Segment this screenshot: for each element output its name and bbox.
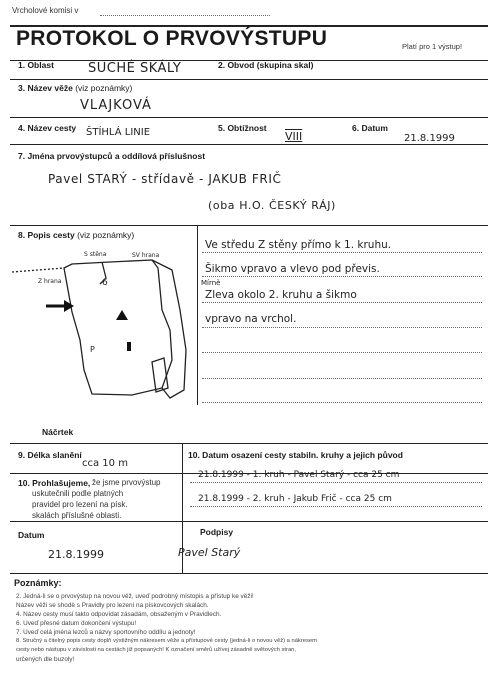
declaration-line-4: skalách příslušné oblasti.: [32, 511, 122, 520]
description-rule-2: [202, 276, 482, 277]
description-label: 8. Popis cesty (viz poznámky): [18, 230, 135, 240]
bolts-row-1-who: Pavel Starý: [293, 470, 345, 480]
note-line-7: cesty nebo nástupu v závislosti na cestách již popsaných! K označení směrů užívej zásadně světových stran,: [16, 647, 297, 653]
bolts-row-2: 21.8.1999 - 2. kruh - Jakub Frič - cca 25 cm: [198, 494, 392, 504]
ring-marker-icon: [127, 342, 131, 351]
district-label: 2. Obvod (skupina skal): [218, 60, 314, 70]
note-line-3: 4. Název cesty musí takto odpovídat zásadám, obsaženým v Pravidlech.: [16, 611, 222, 618]
declaration-line-1: že jsme prvovýstup: [92, 478, 161, 487]
footer-date-value: 21.8.1999: [48, 548, 104, 561]
climbers-line-2: (oba H.O. ČESKÝ RÁJ): [208, 199, 336, 212]
bolts-row-2-ring: 2. kruh: [252, 494, 285, 504]
bolts-rule-1: [190, 482, 482, 483]
description-insert-note: Mírně: [201, 279, 221, 287]
abseil-label: 9. Délka slanění: [18, 450, 82, 460]
description-rule-1: [202, 252, 482, 253]
note-line-4: 6. Uveď přesné datum dokončení výstupu!: [16, 620, 137, 627]
description-rule-7: [202, 402, 482, 403]
route-value: ŠTÍHLÁ LINIE: [86, 127, 151, 138]
climbers-label: 7. Jména prvovýstupců a oddílová příslušnost: [18, 151, 206, 161]
page-title: PROTOKOL O PRVOVÝSTUPU: [16, 27, 328, 50]
signature-label: Podpisy: [200, 527, 234, 537]
sketch-mark-six: 6: [102, 278, 108, 288]
difficulty-value: VIII: [285, 130, 303, 143]
note-line-1: 2. Jedná-li se o prvovýstup na novou věž, uveď podrobný místopis a přístup ke věži!: [16, 593, 254, 600]
declaration-label: 10. Prohlašujeme,: [18, 478, 91, 488]
abseil-value: cca 10 m: [82, 458, 128, 469]
note-line-5: 7. Uveď celá jména lezců a názvy sportovního oddílu a jednoty!: [16, 629, 196, 636]
bolts-row-2-date: 21.8.1999: [198, 494, 244, 504]
signature-value: Pavel Starý: [178, 546, 241, 559]
note-line-8: určených dle buzoly!: [16, 656, 75, 663]
date-label: 6. Datum: [352, 123, 388, 133]
committee-label: Vrcholové komisi v: [12, 6, 79, 15]
description-line-1: Ve středu Z stěny přímo k 1. kruhu.: [205, 239, 392, 251]
tower-value: VLAJKOVÁ: [80, 98, 152, 113]
row-footer-top: [10, 521, 488, 522]
bolts-row-1-len: cca 25 cm: [353, 470, 400, 480]
description-line-2: Šikmo vpravo a vlevo pod převis.: [205, 263, 380, 275]
description-line-4: vpravo na vrchol.: [205, 313, 297, 325]
route-label: 4. Název cesty: [18, 123, 77, 133]
summit-triangle-icon: [116, 310, 128, 320]
note-line-2: Název věži se shodě s Pravidly pro lezení na pískovcových skalách.: [16, 602, 209, 609]
sketch-mark-sv-edge: SV hrana: [132, 252, 160, 259]
climbers-line-1: Pavel STARÝ - střídavě - JAKUB FRIČ: [48, 172, 282, 186]
difficulty-label: 5. Obtížnost: [218, 123, 267, 133]
bolts-row-2-who: Jakub Frič: [293, 494, 337, 504]
bolts-rule-2: [190, 506, 482, 507]
date-value: 21.8.1999: [404, 133, 455, 144]
declaration-line-2: uskutečnili podle platných: [32, 489, 124, 498]
route-sketch: [12, 250, 197, 405]
description-rule-6: [202, 378, 482, 379]
sketch-mark-p: P: [90, 345, 95, 354]
sketch-mark-s-wall: S stěna: [84, 251, 107, 258]
bolts-row-1: 21.8.1999 - 1. kruh - Pavel Starý - cca 25 cm: [198, 470, 400, 480]
area-value: SUCHÉ SKÁLY: [88, 61, 182, 76]
description-rule-4: [202, 327, 482, 328]
bolts-row-1-date: 21.8.1999: [198, 470, 244, 480]
bolts-label: 10. Datum osazení cesty stabiln. kruhy a jejich původ: [188, 450, 403, 460]
description-divider: [197, 225, 198, 405]
committee-line: [100, 15, 270, 16]
sketch-label: Náčrtek: [42, 427, 74, 437]
sketch-mark-z-edge: Z hrana: [38, 278, 62, 285]
bolts-row-1-ring: 1. kruh: [252, 470, 285, 480]
footer-date-label: Datum: [18, 530, 45, 540]
bolts-row-2-len: cca 25 cm: [345, 494, 392, 504]
description-rule-3: [202, 302, 482, 303]
valid-for-label: Platí pro 1 výstup!: [402, 42, 463, 51]
note-line-6: 8. Stručný a čitelný popis cesty doplň výstižným nákresem věže a přístupové cesty (jedná-li o novou věž) a nákresem: [16, 638, 317, 644]
notes-list: [16, 592, 317, 664]
description-line-3: Zleva okolo 2. kruhu a šikmo: [205, 289, 357, 301]
row-footer-bottom: [10, 573, 488, 574]
notes-title: Poznámky:: [14, 578, 62, 588]
area-label: 1. Oblast: [18, 60, 54, 70]
description-rule-5: [202, 352, 482, 353]
tower-label: 3. Název věže (viz poznámky): [18, 83, 133, 93]
declaration-line-3: pravidel pro lezení na písk.: [32, 500, 128, 509]
